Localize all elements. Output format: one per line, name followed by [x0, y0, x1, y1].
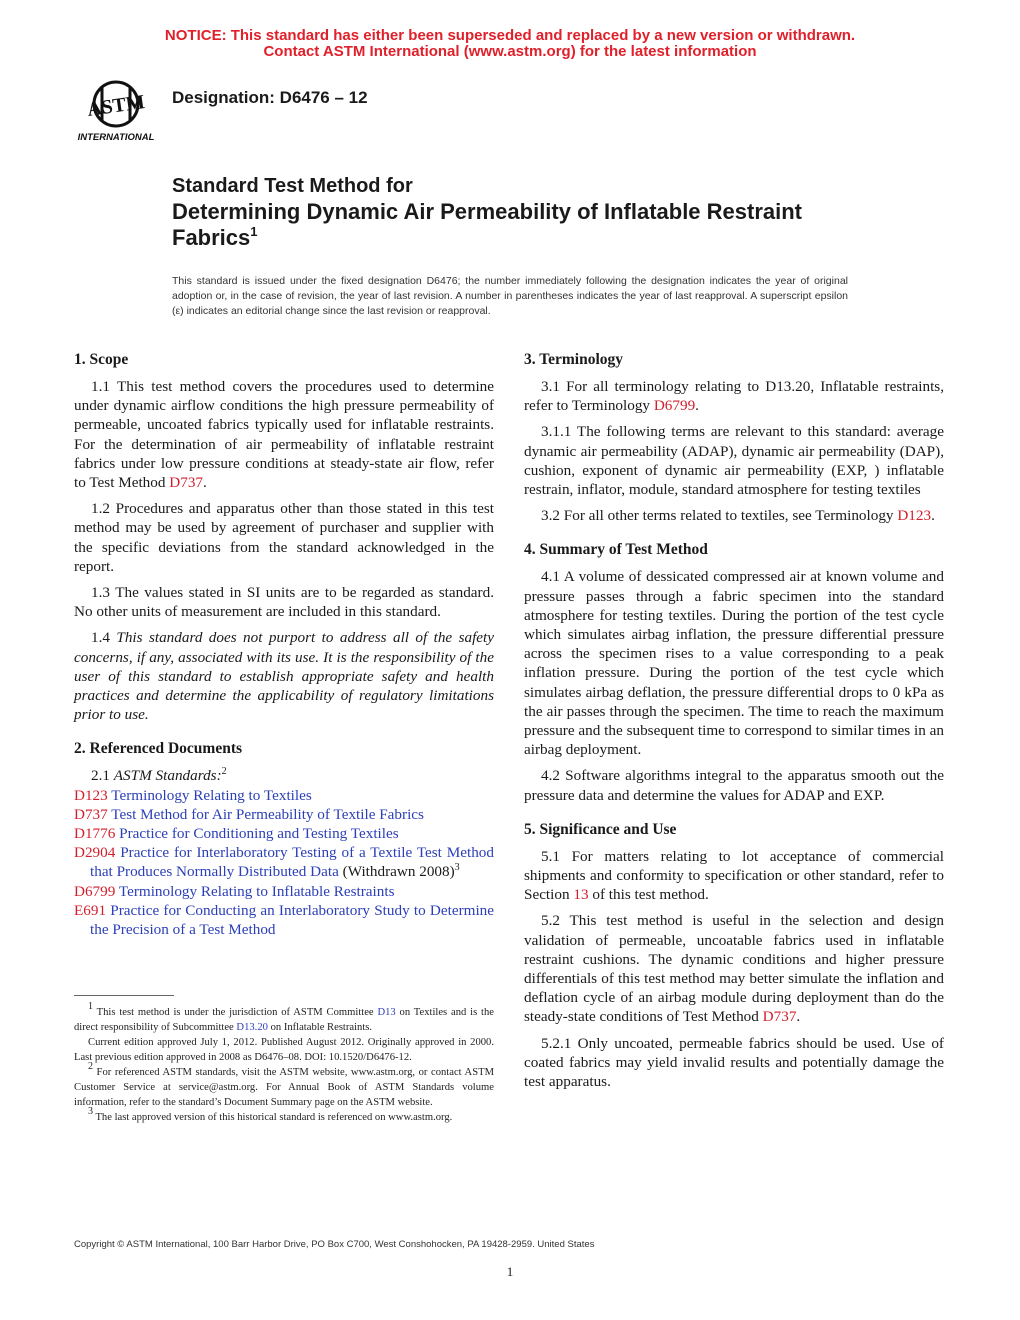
ref-sup: 3 — [454, 862, 460, 874]
designation: Designation: D6476 – 12 — [172, 88, 368, 107]
footnote-1-text: This test method is under the jurisdiction of ASTM Committee — [93, 1007, 378, 1018]
para-3-2 — [524, 506, 944, 525]
link-d737[interactable]: D737 — [169, 474, 204, 492]
ref-item[interactable] — [74, 901, 494, 939]
title-line-3 — [172, 225, 258, 251]
footnote-2 — [74, 1061, 494, 1110]
para-2-1-text: ASTM Standards: — [113, 767, 222, 785]
para-4-1: 4.1 A volume of dessicated compressed air at known volume and pressure passes through a fabric specimen into the standard atmosphere for testing textiles. During the portion of the test cycle which simulates airbag inflation, the pressure differential pressure across the specimen rises to a value corresponding to a peak inflation pressure. During the portion of the test cycle which simulates airbag deflation, the pressure differential drops to 0 kPa as the air passes through the specimen. The time to reach the maximum pressure and the subsequent time to correspond to similar times in an airbag deployment. — [524, 568, 944, 759]
ref-item[interactable] — [74, 843, 494, 881]
ref-item[interactable] — [74, 805, 494, 824]
left-column — [74, 350, 494, 939]
para-1-1-text: 1.1 This test method covers the procedures used to determine under dynamic airflow conditions the high pressure permeability of permeable, uncoated fabrics typically used for inflatable restraints. For the determination of air permeability of inflatable restraint fabrics under low pressure conditions at steady-state air flow, refer to Test Method — [74, 378, 494, 492]
para-1-3: 1.3 The values stated in SI units are to be regarded as standard. No other units of measurement are included in this standard. — [74, 584, 494, 621]
svg-text:INTERNATIONAL: INTERNATIONAL — [77, 132, 155, 143]
para-1-1 — [74, 377, 494, 492]
para-1-2: 1.2 Procedures and apparatus other than those stated in this test method may be used by agreement of purchaser and supplier with the specific deviations from the standard acknowledged in the report. — [74, 500, 494, 575]
astm-logo — [72, 76, 162, 146]
para-4-2: 4.2 Software algorithms integral to the apparatus smooth out the pressure data and determine the values for ADAP and EXP. — [524, 767, 944, 804]
section-2-heading: 2. Referenced Documents — [74, 740, 243, 758]
ref-code[interactable]: D2904 — [74, 844, 116, 862]
link-d123[interactable]: D123 — [897, 507, 932, 525]
para-3-1-1: 3.1.1 The following terms are relevant to this standard: average dynamic air permeability (ADAP), dynamic air permeability (DAP), cushion, exponent of dynamic air permeability (EXP, ) inflatable restrain, inflator, module, standard atmosphere for testing textiles — [524, 423, 944, 499]
ref-title[interactable]: Practice for Interlaboratory Testing of a Textile Test Method that Produces Normally Distributed Data — [90, 844, 494, 881]
link-d737[interactable]: D737 — [762, 1008, 797, 1026]
section-3-heading: 3. Terminology — [524, 351, 624, 368]
footnote-1-text: on Textiles and is the direct responsibility of Subcommittee — [74, 1007, 494, 1033]
link-d13-20[interactable]: D13.20 — [236, 1022, 268, 1033]
ref-title[interactable]: Test Method for Air Permeability of Textile Fabrics — [107, 805, 424, 823]
footnote-1-edition: Current edition approved July 1, 2012. Published August 2012. Originally approved in 2000. Last previous edition approved in 2008 as D6476–08. DOI: 10.1520/D6476-12. — [74, 1037, 494, 1063]
right-column — [524, 350, 944, 1098]
title-line-2: Determining Dynamic Air Permeability of Inflatable Restraint — [172, 199, 803, 224]
ref-title[interactable]: Terminology Relating to Inflatable Restraints — [115, 882, 395, 900]
footnote-3-mark: 3 — [88, 1106, 93, 1117]
ref-item[interactable] — [74, 882, 494, 901]
link-section-13[interactable]: 13 — [573, 886, 589, 904]
para-end: . — [203, 474, 207, 492]
link-d6799[interactable]: D6799 — [653, 397, 696, 415]
ref-code[interactable]: E691 — [74, 901, 107, 919]
section-4-heading: 4. Summary of Test Method — [524, 541, 708, 559]
para-2-1-num: 2.1 — [91, 767, 114, 785]
footnote-1-mark: 1 — [88, 1001, 93, 1012]
section-1-heading: 1. Scope — [74, 351, 129, 368]
ref-item[interactable] — [74, 786, 494, 805]
copyright: Copyright © ASTM International, 100 Barr Harbor Drive, PO Box C700, West Conshohocken, PA 19428-2959. United States — [74, 1239, 595, 1250]
para-5-2-text: 5.2 This test method is useful in the selection and design validation of permeable, uncoatable fabrics used in inflatable restraint cushions. The dynamic conditions and higher pressure differentials of this test method may better simulate the inflation and deflation cycle of an airbag module during deployment than do the steady-state conditions of Test Method — [524, 912, 944, 1026]
ref-code[interactable]: D123 — [74, 786, 108, 804]
footnotes — [74, 1001, 494, 1125]
footnote-1 — [74, 1001, 494, 1035]
footnote-3 — [74, 1106, 494, 1125]
para-5-2-1: 5.2.1 Only uncoated, permeable fabrics should be used. Use of coated fabrics may yield invalid results and potentially damage the test apparatus. — [524, 1034, 944, 1091]
footnote-1-text: on Inflatable Restraints. — [267, 1022, 373, 1033]
para-5-1 — [524, 847, 944, 905]
ref-code[interactable]: D1776 — [74, 825, 116, 843]
para-5-1-text: 5.1 For matters relating to lot acceptance of commercial shipments and conformity to specification or other standard, refer to Section — [524, 847, 944, 904]
ref-title[interactable]: Terminology Relating to Textiles — [107, 786, 312, 804]
para-2-1 — [74, 766, 494, 785]
footnote-2-mark: 2 — [88, 1061, 93, 1072]
para-1-4-num: 1.4 — [91, 629, 117, 647]
ref-item[interactable] — [74, 824, 494, 843]
notice-line-1: NOTICE: This standard has either been superseded and replaced by a new version or withdrawn. — [164, 27, 856, 44]
svg-text:ASTM: ASTM — [85, 91, 147, 121]
footnote-divider — [74, 995, 174, 996]
para-5-1-end: of this test method. — [588, 886, 709, 904]
link-d13[interactable]: D13 — [377, 1007, 396, 1018]
para-1-4-text: This standard does not purport to address all of the safety concerns, if any, associated with its use. It is the responsibility of the user of this standard to establish appropriate safety and health practices and determine the applicability of regulatory limitations prior to use. — [74, 629, 495, 724]
ref-withdrawn: (Withdrawn 2008) — [338, 863, 455, 881]
title-line-1: Standard Test Method for — [172, 175, 413, 197]
issue-note: This standard is issued under the fixed designation D6476; the number immediately following the designation indicates the year of original adoption or, in the case of revision, the year of last revision. A number in parentheses indicates the year of last reapproval. A superscript epsilon (ε) indicates an editorial change since the last revision or reapproval. — [172, 275, 848, 317]
para-1-4 — [74, 628, 494, 724]
page-number: 1 — [506, 1264, 514, 1279]
notice-line-2: Contact ASTM International (www.astm.org) for the latest information — [263, 43, 757, 60]
para-end: . — [931, 507, 935, 525]
ref-code[interactable]: D6799 — [74, 882, 116, 900]
para-2-1-sup: 2 — [221, 766, 227, 778]
para-end: . — [796, 1008, 801, 1026]
section-5-heading: 5. Significance and Use — [524, 820, 677, 838]
footnote-2-text: For referenced ASTM standards, visit the ASTM website, www.astm.org, or contact ASTM Customer Service at service@astm.org. For Annual Book of ASTM Standards volume information, refer to the standard’s Document Summary page on the ASTM website. — [74, 1067, 494, 1108]
title-fabrics: Fabrics — [172, 225, 251, 250]
ref-title[interactable]: Practice for Conditioning and Testing Textiles — [115, 825, 399, 843]
para-3-1-text: 3.1 For all terminology relating to D13.20, Inflatable restraints, refer to Terminology — [524, 378, 944, 415]
para-end: . — [695, 397, 699, 415]
footnote-3-text: The last approved version of this historical standard is referenced on www.astm.org. — [93, 1112, 453, 1123]
ref-code[interactable]: D737 — [74, 805, 108, 823]
para-3-2-text: 3.2 For all other terms related to textiles, see Terminology — [541, 507, 898, 525]
title-footnote-mark: 1 — [250, 224, 258, 239]
ref-title[interactable]: Practice for Conducting an Interlaboratory Study to Determine the Precision of a Test Method — [90, 901, 494, 939]
para-5-2 — [524, 911, 944, 1026]
para-3-1 — [524, 377, 944, 415]
